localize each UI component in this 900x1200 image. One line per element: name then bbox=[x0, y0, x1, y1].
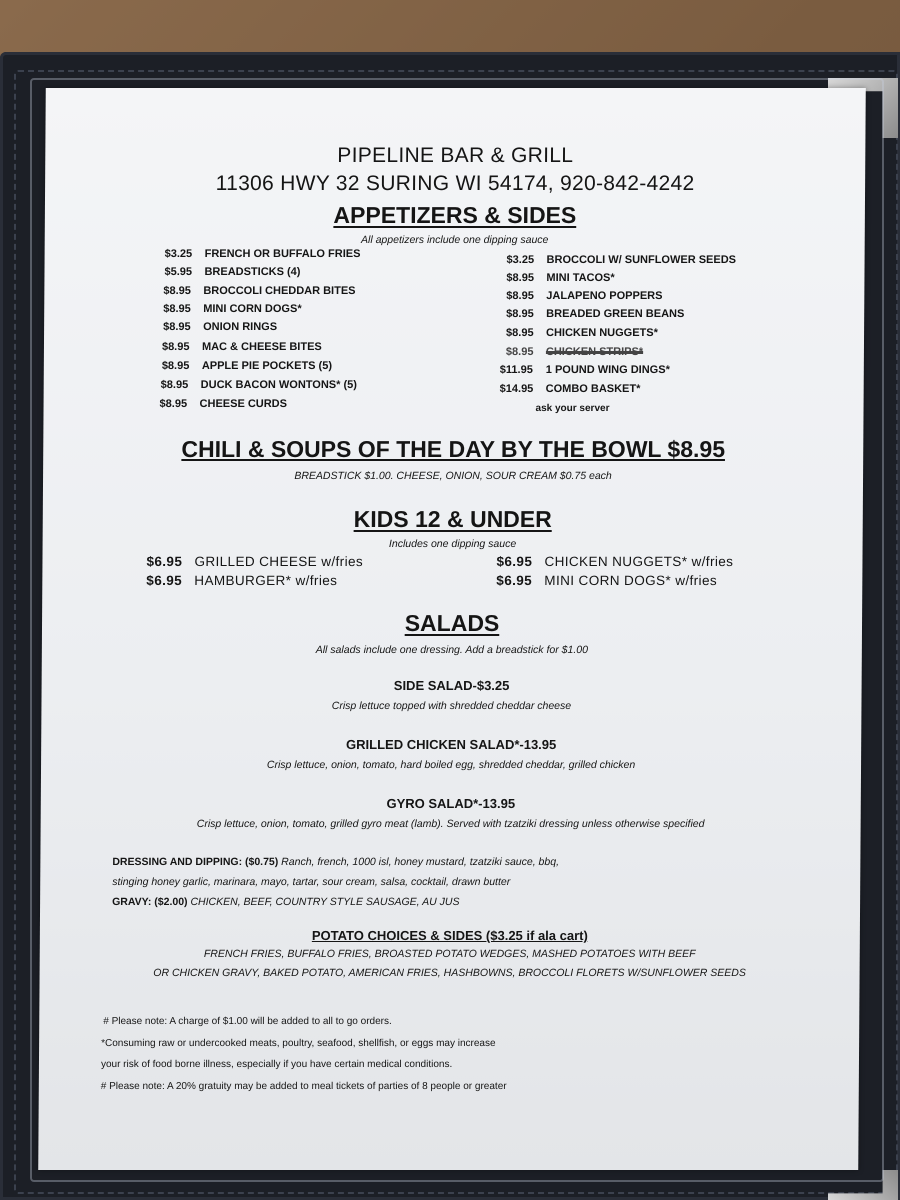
menu-item: $8.95 JALAPENO POPPERS bbox=[506, 290, 663, 302]
appetizers-note: All appetizers include one dipping sauce bbox=[360, 234, 549, 246]
salad-description: Crisp lettuce, onion, tomato, hard boiled egg, shredded cheddar, grilled chicken bbox=[266, 759, 636, 771]
footer-note: your risk of food borne illness, especially if you have certain medical conditions. bbox=[100, 1059, 453, 1070]
ask-server-note: ask your server bbox=[535, 403, 610, 414]
salad-description: Crisp lettuce, onion, tomato, grilled gyro meat (lamb). Served with tzatziki dressing unless otherwise specified bbox=[196, 818, 705, 830]
section-title-chili: CHILI & SOUPS OF THE DAY BY THE BOWL $8.95 bbox=[181, 436, 726, 462]
dressing-line-1: DRESSING AND DIPPING: ($0.75) Ranch, french, 1000 isl, honey mustard, tzatziki sauce, bbq, bbox=[112, 856, 560, 868]
footer-note: # Please note: A charge of $1.00 will be added to all to go orders. bbox=[103, 1016, 392, 1027]
section-title-kids: KIDS 12 & UNDER bbox=[353, 506, 552, 532]
gravy-line: GRAVY: ($2.00) CHICKEN, BEEF, COUNTRY STYLE SAUSAGE, AU JUS bbox=[112, 896, 460, 908]
menu-item: $11.95 1 POUND WING DINGS* bbox=[499, 364, 670, 376]
kids-menu-item: $6.95 GRILLED CHEESE w/fries bbox=[146, 554, 364, 569]
footer-note: *Consuming raw or undercooked meats, poultry, seafood, shellfish, or eggs may increase bbox=[101, 1038, 496, 1049]
menu-item: $8.95 MAC & CHEESE BITES bbox=[161, 341, 322, 353]
section-title-salads: SALADS bbox=[404, 610, 500, 636]
menu-item: $8.95 MINI TACOS* bbox=[506, 272, 615, 284]
section-title-potato: POTATO CHOICES & SIDES ($3.25 if ala cart) bbox=[311, 928, 588, 943]
dressing-line-2: stinging honey garlic, marinara, mayo, tartar, sour cream, salsa, cocktail, drawn butter bbox=[112, 876, 511, 888]
menu-item: $8.95 ONION RINGS bbox=[163, 321, 278, 333]
menu-item: $8.95 MINI CORN DOGS* bbox=[163, 303, 302, 315]
menu-item-crossed-out: $8.95 CHICKEN STRIPS* bbox=[505, 346, 644, 358]
salad-name: GRILLED CHICKEN SALAD*-13.95 bbox=[346, 737, 557, 752]
potato-line-1: FRENCH FRIES, BUFFALO FRIES, BROASTED POTATO WEDGES, MASHED POTATOES WITH BEEF bbox=[203, 948, 696, 960]
menu-item: $3.25 FRENCH OR BUFFALO FRIES bbox=[164, 248, 361, 260]
restaurant-name: PIPELINE BAR & GRILL bbox=[337, 144, 574, 167]
menu-item: $8.95 DUCK BACON WONTONS* (5) bbox=[160, 379, 357, 391]
footer-note: # Please note: A 20% gratuity may be added to meal tickets of parties of 8 people or greater bbox=[100, 1081, 507, 1092]
kids-menu-item: $6.95 CHICKEN NUGGETS* w/fries bbox=[496, 554, 734, 569]
restaurant-address: 11306 HWY 32 SURING WI 54174, 920-842-4242 bbox=[215, 172, 695, 195]
kids-note: Includes one dipping sauce bbox=[388, 538, 517, 550]
salad-description: Crisp lettuce topped with shredded cheddar cheese bbox=[331, 700, 572, 712]
chili-note: BREADSTICK $1.00. CHEESE, ONION, SOUR CREAM $0.75 each bbox=[294, 470, 612, 482]
potato-line-2: OR CHICKEN GRAVY, BAKED POTATO, AMERICAN FRIES, HASHBOWNS, BROCCOLI FLORETS W/SUNFLOWER SEEDS bbox=[153, 967, 746, 979]
menu-item: $8.95 CHICKEN NUGGETS* bbox=[506, 327, 658, 339]
menu-item: $3.25 BROCCOLI W/ SUNFLOWER SEEDS bbox=[506, 254, 737, 266]
menu-item: $14.95 COMBO BASKET* bbox=[499, 383, 641, 395]
salads-note: All salads include one dressing. Add a breadstick for $1.00 bbox=[315, 644, 588, 656]
menu-page bbox=[38, 88, 866, 1170]
salad-name: SIDE SALAD-$3.25 bbox=[393, 678, 510, 693]
menu-item: $8.95 BREADED GREEN BEANS bbox=[506, 308, 685, 320]
menu-item: $8.95 BROCCOLI CHEDDAR BITES bbox=[163, 285, 356, 297]
menu-item: $5.95 BREADSTICKS (4) bbox=[164, 266, 301, 278]
menu-item: $8.95 APPLE PIE POCKETS (5) bbox=[161, 360, 333, 372]
kids-menu-item: $6.95 HAMBURGER* w/fries bbox=[146, 573, 338, 588]
kids-menu-item: $6.95 MINI CORN DOGS* w/fries bbox=[496, 573, 718, 588]
menu-item: $8.95 CHEESE CURDS bbox=[159, 398, 288, 410]
section-title-appetizers: APPETIZERS & SIDES bbox=[333, 202, 577, 228]
salad-name: GYRO SALAD*-13.95 bbox=[386, 796, 516, 811]
